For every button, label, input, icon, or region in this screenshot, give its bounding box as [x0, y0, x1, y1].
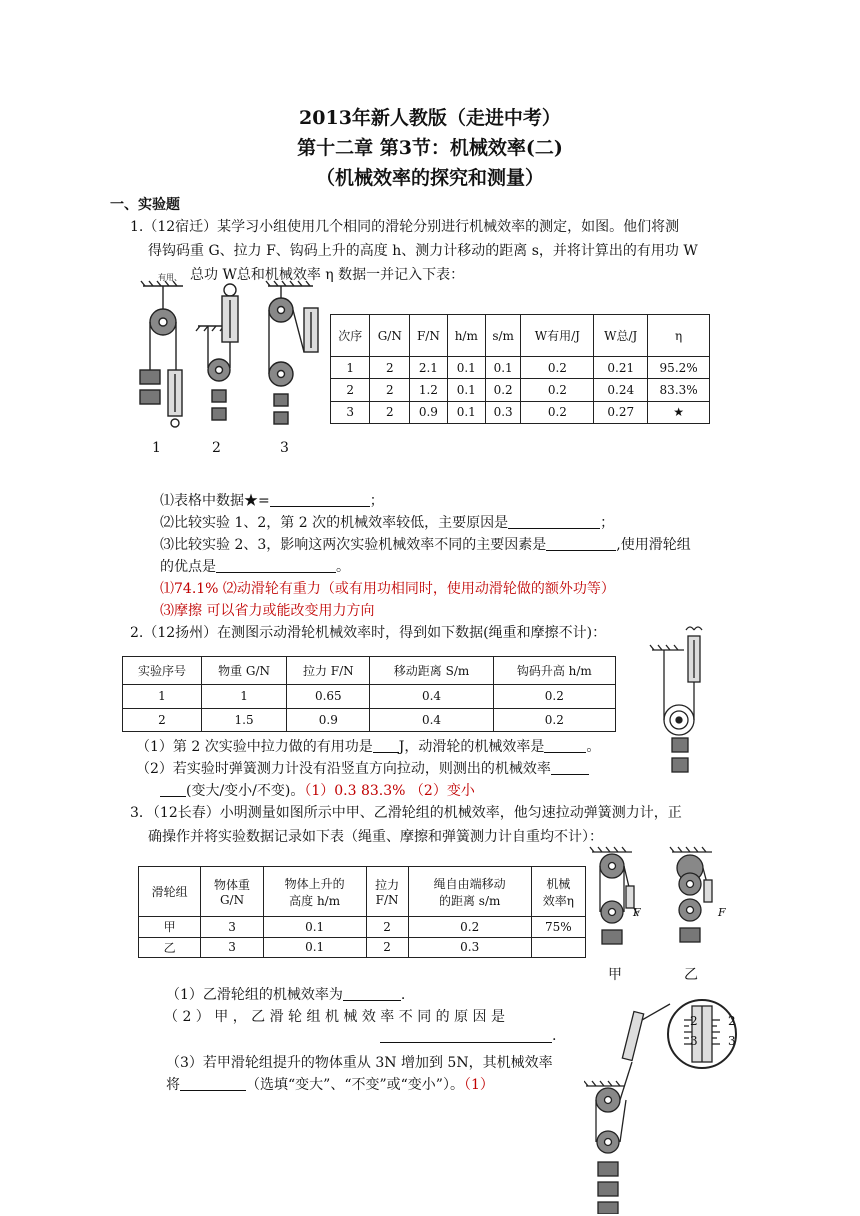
cell: 0.1 — [263, 917, 366, 938]
answer-blank[interactable] — [508, 514, 600, 529]
q3-force-label-jia: F — [633, 906, 641, 919]
q2-part-1-mid: J，动滑轮的机械效率是 — [398, 739, 545, 755]
q1-data-table — [330, 314, 710, 424]
cell: 3 — [201, 937, 263, 958]
cell: 0.3 — [485, 401, 521, 423]
cell: 2 — [366, 937, 408, 958]
q3-th-height: 物体上升的 高度 h/m — [263, 867, 366, 917]
cell: 2 — [366, 917, 408, 938]
cell: 甲 — [139, 917, 201, 938]
answer-blank[interactable] — [343, 986, 401, 1001]
cell: 2 — [370, 401, 410, 423]
q3-part-1: （1）乙滑轮组的机械效率为 . — [166, 987, 406, 1003]
q3-answer-start: （1） — [463, 1077, 494, 1093]
scale-mark-3-right: 3 — [728, 1034, 736, 1048]
cell — [531, 937, 585, 958]
cell: 1.2 — [410, 379, 448, 401]
title-line-3: （机械效率的探究和测量） — [315, 167, 544, 189]
q3-th-distance: 绳自由端移动 的距离 s/m — [408, 867, 531, 917]
q2-part-2-text: （2）若实验时弹簧测力计没有沿竖直方向拉动，则测出的机械效率 — [136, 761, 551, 777]
answer-blank[interactable] — [380, 1042, 552, 1043]
q2-th-index: 实验序号 — [123, 657, 202, 685]
q1-th-g: G/N — [370, 315, 410, 357]
cell: 0.27 — [594, 401, 648, 423]
q1-th-f: F/N — [410, 315, 448, 357]
cell: 0.24 — [594, 379, 648, 401]
q1-useful-subscript: 有用、 — [158, 273, 182, 282]
q2-part-3-text: (变大/变小/不变)。 — [186, 783, 305, 799]
q3-th-group: 滑轮组 — [139, 867, 201, 917]
cell: 2 — [123, 708, 202, 731]
q2-part-3 — [160, 780, 475, 802]
table-row — [123, 685, 616, 708]
cell: 2 — [331, 379, 370, 401]
cell: 83.3% — [648, 379, 710, 401]
q1-th-order: 次序 — [331, 315, 370, 357]
table-row — [139, 937, 586, 958]
cell: 0.4 — [370, 708, 493, 731]
q3-th-efficiency: 机械 效率η — [531, 867, 585, 917]
q1-part-1-text: ⑴表格中数据★= — [160, 493, 270, 509]
table-row — [331, 379, 710, 401]
q1-part-3 — [160, 534, 691, 556]
cell: 0.2 — [408, 917, 531, 938]
cell: 0.2 — [493, 685, 615, 708]
q1-stem-line-1: 1.（12宿迁）某学习小组使用几个相同的滑轮分别进行机械效率的测定，如图。他们将测 — [130, 219, 680, 235]
q3-stem-line-2: 确操作并将实验数据记录如下表（绳重、摩擦和弹簧测力计自重均不计）： — [148, 829, 603, 845]
q1-answer-line-2: ⑶摩擦 可以省力或能改变用力方向 — [160, 603, 375, 619]
answer-blank[interactable] — [180, 1076, 246, 1091]
title-line-1: 2013年新人教版（走进中考） — [299, 107, 561, 129]
scale-mark-2-right: 2 — [728, 1014, 736, 1028]
q3-th-force: 拉力 F/N — [366, 867, 408, 917]
q1-th-w-useful: W有用/J — [521, 315, 594, 357]
cell: 1 — [201, 685, 286, 708]
q2-answer: （1）0.3 83.3% （2）变小 — [304, 783, 475, 799]
cell: 1 — [331, 357, 370, 379]
q1-fig-label-1: 1 — [152, 440, 161, 456]
cell: 95.2% — [648, 357, 710, 379]
cell: 2 — [370, 379, 410, 401]
scale-mark-3-left: 3 — [690, 1034, 698, 1048]
cell: 3 — [331, 401, 370, 423]
table-row — [123, 708, 616, 731]
q1-th-w-total: W总/J — [594, 315, 648, 357]
q1-part-4: 的优点是 。 — [160, 559, 350, 575]
answer-blank[interactable] — [546, 536, 616, 551]
cell: 乙 — [139, 937, 201, 958]
q2-part-1: （1）第 2 次实验中拉力做的有用功是 J，动滑轮的机械效率是 。 — [136, 739, 601, 755]
q3-force-label-yi: F — [718, 906, 726, 919]
cell: 0.1 — [485, 357, 521, 379]
q2-stem: 2.（12扬州）在测图示动滑轮机械效率时，得到如下数据(绳重和摩擦不计)： — [130, 625, 607, 641]
cell: 3 — [201, 917, 263, 938]
q1-th-s: s/m — [485, 315, 521, 357]
cell: 0.65 — [287, 685, 370, 708]
cell: 1.5 — [201, 708, 286, 731]
cell: ★ — [648, 401, 710, 423]
cell: 0.1 — [447, 379, 485, 401]
cell: 0.3 — [408, 937, 531, 958]
table-row — [331, 357, 710, 379]
cell: 0.2 — [493, 708, 615, 731]
cell: 0.2 — [521, 357, 594, 379]
scale-mark-2-left: 2 — [690, 1014, 698, 1028]
q3-part-3: （3）若甲滑轮组提升的物体重从 3N 增加到 5N，其机械效率 — [166, 1055, 553, 1071]
cell: 0.1 — [447, 401, 485, 423]
answer-blank[interactable] — [544, 738, 586, 753]
q1-part-3-tail: ,使用滑轮组 — [616, 537, 691, 553]
q3-fig-label-jia: 甲 — [608, 967, 622, 983]
section-heading: 一、实验题 — [110, 197, 180, 213]
q1-fig-label-2: 2 — [212, 440, 221, 456]
cell: 0.1 — [447, 357, 485, 379]
cell: 0.2 — [521, 379, 594, 401]
q3-part-2: （ 2 ） 甲 ， 乙 滑 轮 组 机 械 效 率 不 同 的 原 因 是 — [164, 1009, 506, 1025]
q3-part-4-tail: （选填“变大”、“不变”或“变小”）。 — [246, 1077, 464, 1093]
q1-part-2-text: ⑵比较实验 1、2，第 2 次的机械效率较低，主要原因是 — [160, 515, 509, 531]
q3-pulley-groups-figure — [588, 846, 738, 956]
answer-blank[interactable] — [216, 558, 336, 573]
q3-part-4-text: 将 — [166, 1077, 180, 1093]
q1-part-1: ⑴表格中数据★= ； — [160, 493, 384, 509]
answer-blank[interactable] — [270, 492, 370, 507]
cell: 0.2 — [485, 379, 521, 401]
q3-part-4 — [166, 1074, 494, 1096]
cell: 75% — [531, 917, 585, 938]
cell: 0.9 — [410, 401, 448, 423]
q2-th-distance: 移动距离 S/m — [370, 657, 493, 685]
q1-part-3-text: ⑶比较实验 2、3，影响这两次实验机械效率不同的主要因素是 — [160, 537, 547, 553]
q2-th-weight: 物重 G/N — [201, 657, 286, 685]
q3-pulley-with-scale-figure — [584, 992, 744, 1214]
q2-th-height: 钩码升高 h/m — [493, 657, 615, 685]
q1-fig-label-3: 3 — [280, 440, 289, 456]
q3-stem-line-1: 3．（12长春）小明测量如图所示中甲、乙滑轮组的机械效率，他匀速拉动弹簧测力计，正 — [130, 805, 682, 821]
answer-blank[interactable] — [551, 760, 589, 775]
cell: 2.1 — [410, 357, 448, 379]
q1-stem-line-2: 得钩码重 G、拉力 F、钩码上升的高度 h、测力计移动的距离 s，并将计算出的有用功 W — [148, 243, 698, 259]
q1-answer-line-1: ⑴74.1% ⑵动滑轮有重力（或有用功相同时，使用动滑轮做的额外功等） — [160, 581, 615, 597]
cell: 2 — [370, 357, 410, 379]
q2-th-force: 拉力 F/N — [287, 657, 370, 685]
q1-part-2: ⑵比较实验 1、2，第 2 次的机械效率较低，主要原因是 ； — [160, 515, 615, 531]
q2-data-table — [122, 656, 616, 732]
answer-blank[interactable] — [373, 738, 399, 753]
cell: 0.9 — [287, 708, 370, 731]
q2-part-1-text: （1）第 2 次实验中拉力做的有用功是 — [136, 739, 373, 755]
cell: 0.21 — [594, 357, 648, 379]
q2-part-2 — [136, 758, 589, 780]
cell: 0.2 — [521, 401, 594, 423]
q1-th-h: h/m — [447, 315, 485, 357]
cell: 0.4 — [370, 685, 493, 708]
q1-th-eta: η — [648, 315, 710, 357]
q3-data-table — [138, 866, 586, 958]
q3-part-1-text: （1）乙滑轮组的机械效率为 — [166, 987, 343, 1003]
table-row — [331, 401, 710, 423]
table-row — [139, 917, 586, 938]
answer-blank[interactable] — [160, 782, 186, 797]
q3-fig-label-yi: 乙 — [684, 967, 698, 983]
q1-part-4-text: 的优点是 — [160, 559, 216, 575]
q2-movable-pulley-figure — [648, 624, 728, 780]
cell: 1 — [123, 685, 202, 708]
cell: 0.1 — [263, 937, 366, 958]
q1-pulley-figure — [128, 278, 343, 438]
q3-th-weight: 物体重 G/N — [201, 867, 263, 917]
q1-stem-line-3: 总功 W总和机械效率 η 数据一并记入下表： — [190, 267, 465, 283]
title-line-2: 第十二章 第3节：机械效率(二) — [297, 137, 563, 159]
